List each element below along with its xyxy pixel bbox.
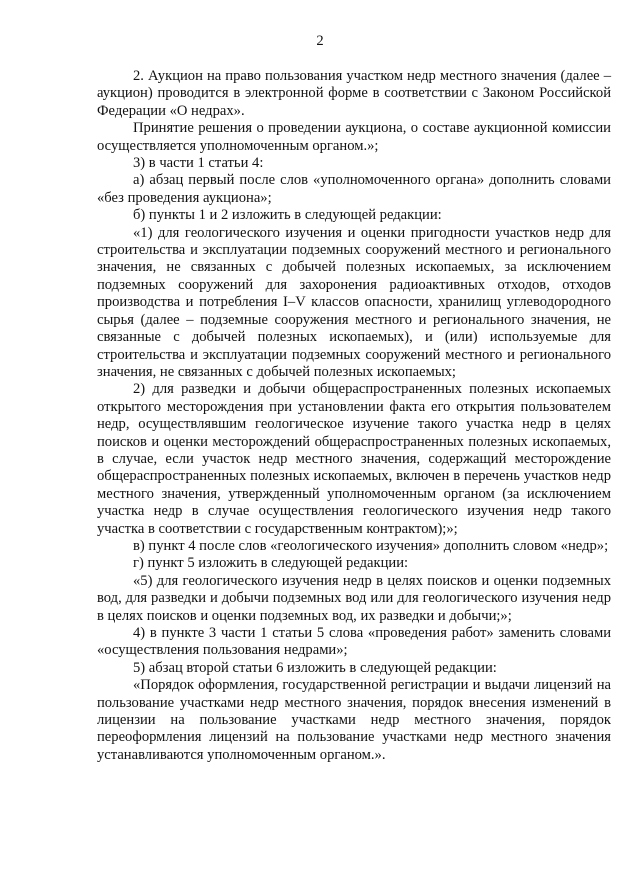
paragraph: в) пункт 4 после слов «геологического изучения» дополнить словом «недр»; (133, 537, 609, 554)
page-number: 2 (316, 33, 324, 49)
paragraph: 2. Аукцион на право пользования участком недр местного значения (далее – аукцион) проводится в электронной форме в соответствии с Законом Российской Федерации «О недрах». (97, 68, 611, 119)
paragraph: «5) для геологического изучения недр в целях поисков и оценки подземных вод, для разведки и добычи подземных вод или для геологического изучения недр в целях поисков и оценки подземных вод, их разведки и добычи;»; (97, 572, 611, 624)
paragraph: 4) в пункте 3 части 1 статьи 5 слова «проведения работ» заменить словами «осуществления пользования недрами»; (97, 625, 611, 659)
paragraph: 5) абзац второй статьи 6 изложить в следующей редакции: (133, 659, 497, 676)
paragraph: г) пункт 5 изложить в следующей редакции: (133, 555, 409, 572)
paragraph: 2) для разведки и добычи общераспространенных полезных ископаемых открытого месторождения при установлении факта его открытия пользователем недр, осуществлявшим геологическое изучение такого участка недр в целях поисков и оценки месторождений общераспространенных полезных ископаемых, в случае, если участок недр местного значения, содержащий месторождение общераспространенных полезных ископаемых, включен в перечень участков недр местного значения, утвержденный уполномоченным органом (за исключением участка недр в случае осуществления геологического изучения недр такого участка в соответствии с государственным контрактом);»; (97, 381, 611, 537)
paragraph: 3) в части 1 статьи 4: (133, 155, 264, 172)
document-body (97, 68, 611, 764)
paragraph: а) абзац первый после слов «уполномоченного органа» дополнить словами «без проведения аукциона»; (97, 172, 611, 206)
paragraph: «1) для геологического изучения и оценки пригодности участков недр для строительства и эксплуатации подземных сооружений местного и регионального значения, не связанных с добычей полезных ископаемых, за исключением подземных сооружений для захоронения радиоактивных отходов, отходов производства и потребления I–V классов опасности, хранилищ углеводородного сырья (далее – подземные сооружения местного и регионального значения, не связанные с добычей полезных ископаемых), и (или) используемые для строительства и эксплуатации подземных сооружений местного и регионального значения, не связанных с добычей полезных ископаемых; (97, 224, 611, 380)
paragraph: «Порядок оформления, государственной регистрации и выдачи лицензий на пользование участками недр местного значения, порядок внесения изменений в лицензии на пользование участками недр местного значения, порядок переоформления лицензий на пользование участками недр местного значения устанавливаются уполномоченным органом.». (97, 677, 611, 763)
paragraph: б) пункты 1 и 2 изложить в следующей редакции: (133, 207, 442, 224)
paragraph: Принятие решения о проведении аукциона, о составе аукционной комиссии осуществляется уполномоченным органом.»; (97, 120, 611, 154)
